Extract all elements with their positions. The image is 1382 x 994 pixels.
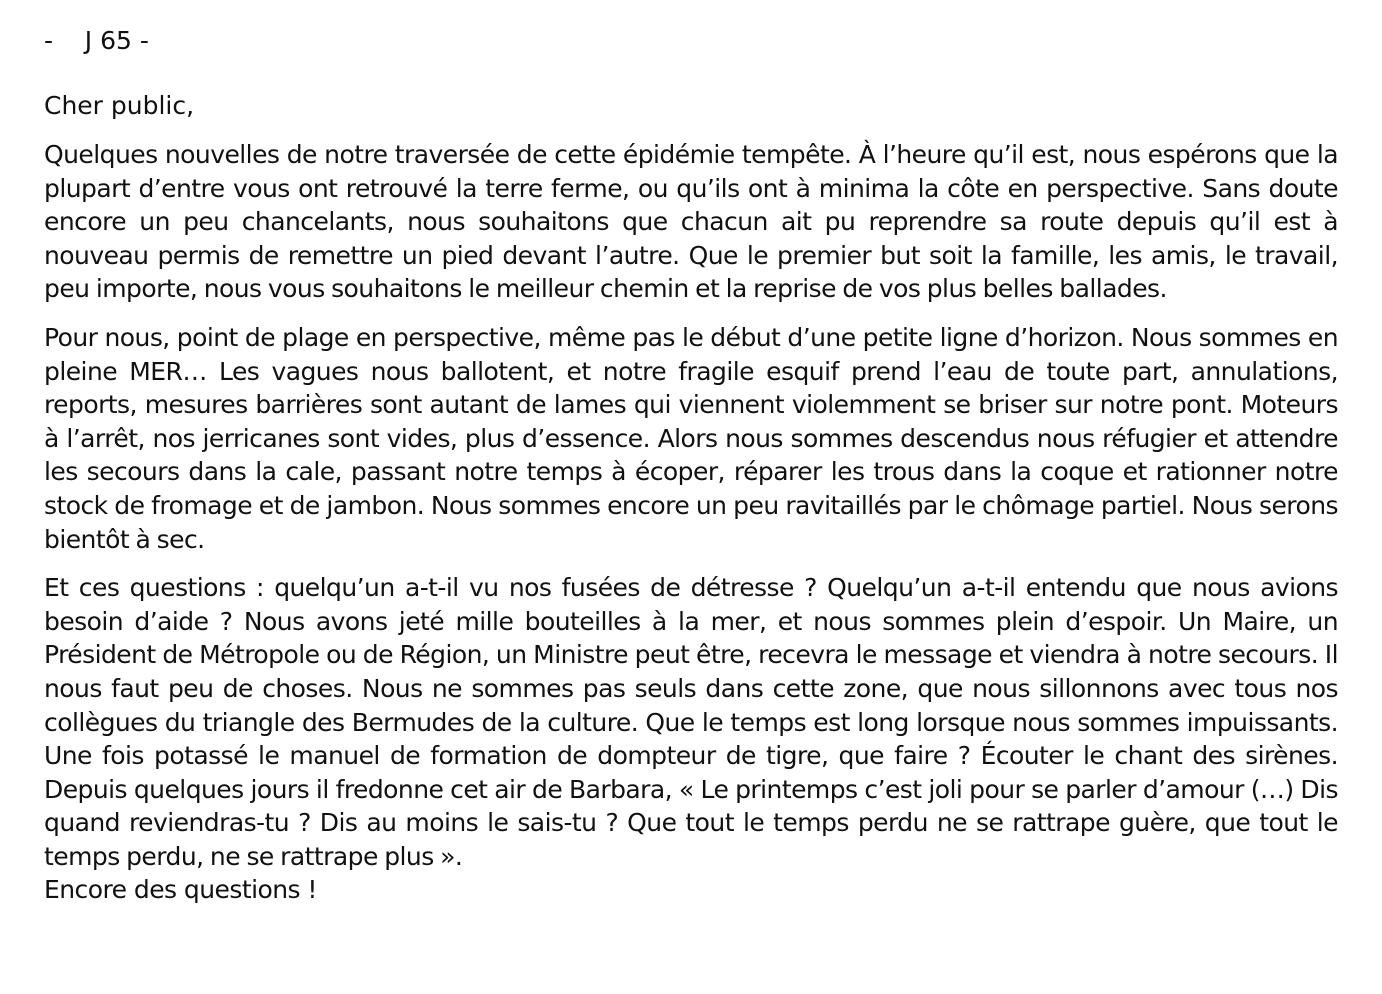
salutation: Cher public, (44, 91, 195, 120)
paragraph-news: Quelques nouvelles de notre traversée de cette épidémie tempête. À l’heure qu’il est, nous espérons que la plupart d’entre vous ont retrouvé la terre ferme, ou qu’ils ont à minima la côte en perspective. Sans doute encore un peu chancelants, nous souhaitons que chacun ait pu reprendre sa route depuis qu’il est à nouveau permis de remettre un pied devant l’autre. Que le premier but soit la famille, les amis, le travail, peu importe, nous vous souhaitons le meilleur chemin et la reprise de vos plus belles ballades. (44, 140, 1338, 304)
paragraph-questions: Et ces questions : quelqu’un a-t-il vu nos fusées de détresse ? Quelqu’un a-t-il entendu que nous avions besoin d’aide ? Nous avons jeté mille bouteilles à la mer, et nous sommes plein d’espoir. Un Maire, un Président de Métropole ou de Région, un Ministre peut être, recevra le message et viendra à notre secours. Il nous faut peu de choses. Nous ne sommes pas seuls dans cette zone, que nous sillonnons avec tous nos collègues du triangle des Bermudes de la culture. Que le temps est long lorsque nous sommes impuissants. Une fois potassé le manuel de formation de dompteur de tigre, que faire ? Écouter le chant des sirènes. Depuis quelques jours il fredonne cet air de Barbara, « Le printemps c’est joli pour se parler d’amour (…) Dis quand reviendras-tu ? Dis au moins le sais-tu ? Que tout le temps perdu ne se rattrape guère, que tout le temps perdu, ne se rattrape plus ». (44, 573, 1338, 871)
paragraph-at-sea: Pour nous, point de plage en perspective, même pas le début d’une petite ligne d’horizon. Nous sommes en pleine MER… Les vagues nous ballotent, et notre fragile esquif prend l’eau de toute part, annulations, reports, mesures barrières sont autant de lames qui viennent violemment se briser sur notre pont. Moteurs à l’arrêt, nos jerricanes sont vides, plus d’essence. Alors nous sommes descendus nous réfugier et attendre les secours dans la cale, passant notre temps à écoper, réparer les trous dans la coque et rationner notre stock de fromage et de jambon. Nous sommes encore un peu ravitaillés par le chômage partiel. Nous serons bientôt à sec. (44, 322, 1338, 554)
day-counter-heading: - J 65 - (44, 26, 149, 55)
closing-line: Encore des questions ! (44, 875, 317, 905)
letter-page (44, 24, 1338, 907)
